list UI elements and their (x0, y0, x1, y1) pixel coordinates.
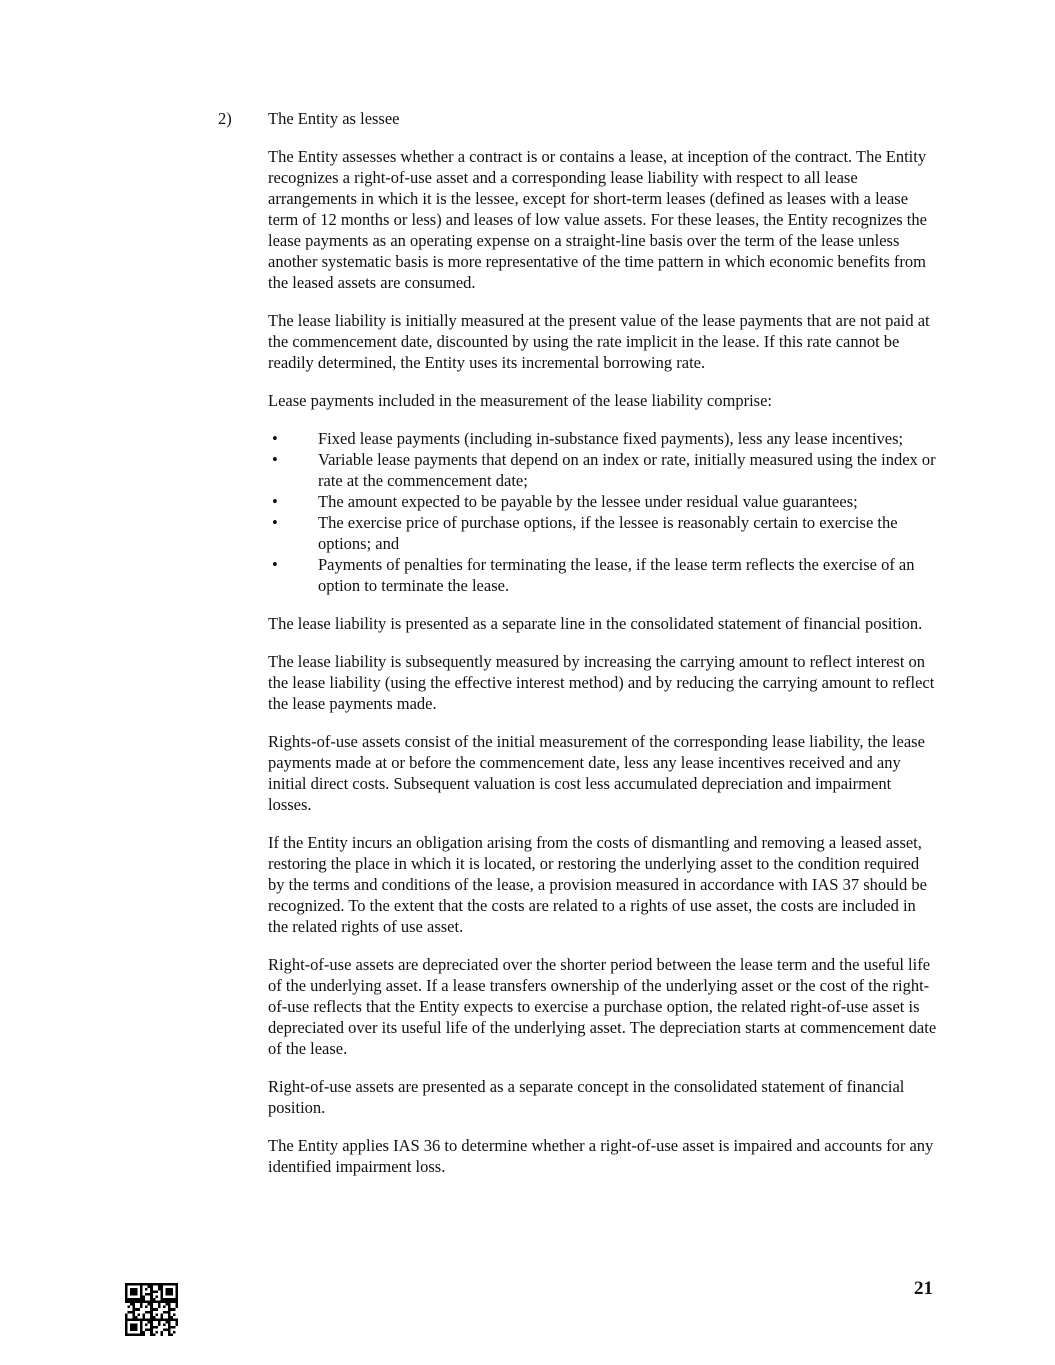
paragraph: Right-of-use assets are presented as a separate concept in the consolidated statement of financial position. (268, 1077, 905, 1117)
bullet-item: • Payments of penalties for terminating the lease, if the lease term reflects the exercise of an option to terminate the lease. (268, 554, 938, 596)
paragraph: Rights-of-use assets consist of the initial measurement of the corresponding lease liability, the lease payments made at or before the commencement date, less any lease incentives received and any initial direct costs. Subsequent valuation is cost less accumulated depreciation and impairment losses. (268, 732, 925, 814)
paragraph: The lease liability is presented as a separate line in the consolidated statement of financial position. (268, 614, 923, 633)
paragraph: The lease liability is initially measured at the present value of the lease payments that are not paid at the commencement date, discounted by using the rate implicit in the lease. If this rate cannot be readily determined, the Entity uses its incremental borrowing rate. (268, 311, 930, 372)
paragraph: Right-of-use assets are depreciated over the shorter period between the lease term and the useful life of the underlying asset. If a lease transfers ownership of the underlying asset or the cost of the right-of-use reflects that the Entity expects to exercise a purchase option, the related right-of-use asset is depreciated over its useful life of the underlying asset. The depreciation starts at commencement date of the lease. (268, 955, 937, 1058)
paragraph: If the Entity incurs an obligation arising from the costs of dismantling and removing a leased asset, restoring the place in which it is located, or restoring the underlying asset to the condition required by the terms and conditions of the lease, a provision measured in accordance with IAS 37 should be recognized. To the extent that the costs are related to a rights of use asset, the costs are included in the related rights of use asset. (268, 833, 927, 936)
bullet-item: • Fixed lease payments (including in-substance fixed payments), less any lease incentives; (268, 428, 938, 449)
paragraph: Lease payments included in the measurement of the lease liability comprise: (268, 391, 772, 410)
paragraph: The Entity applies IAS 36 to determine whether a right-of-use asset is impaired and accounts for any identified impairment loss. (268, 1136, 934, 1176)
document-body (268, 146, 938, 1177)
section (218, 108, 938, 1194)
bullet-item: • Variable lease payments that depend on an index or rate, initially measured using the index or rate at the commencement date; (268, 449, 938, 491)
paragraph: The lease liability is subsequently measured by increasing the carrying amount to reflect interest on the lease liability (using the effective interest method) and by reducing the carrying amount to reflect the lease payments made. (268, 652, 935, 713)
section-title: The Entity as lessee (268, 109, 400, 128)
page-number: 21 (914, 1278, 933, 1299)
bullet-item: • The amount expected to be payable by the lessee under residual value guarantees; (268, 491, 938, 512)
section-marker: 2) (218, 109, 232, 128)
section-heading (218, 108, 938, 129)
paragraph: The Entity assesses whether a contract is or contains a lease, at inception of the contract. The Entity recognizes a right-of-use asset and a corresponding lease liability with respect to all lease arrangements in which it is the lessee, except for short-term leases (defined as leases with a lease term of 12 months or less) and leases of low value assets. For these leases, the Entity recognizes the lease payments as an operating expense on a straight-line basis over the term of the lease unless another systematic basis is more representative of the time pattern in which economic benefits from the leased assets are consumed. (268, 147, 927, 292)
bullet-item: • The exercise price of purchase options, if the lessee is reasonably certain to exercise the options; and (268, 512, 938, 554)
bullet-list (268, 428, 938, 596)
